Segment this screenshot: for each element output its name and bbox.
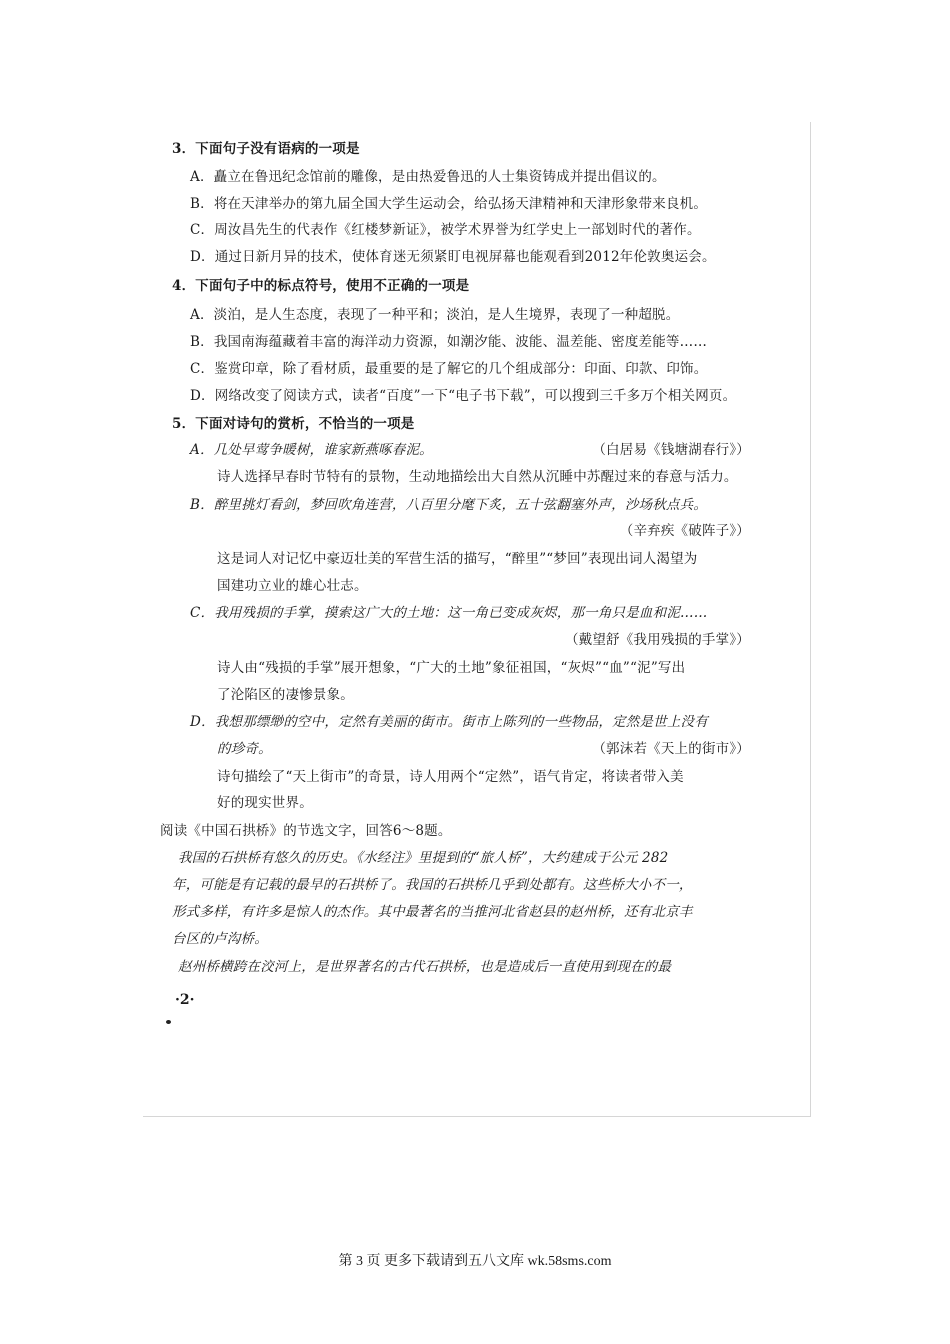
question-5-option-d-note-2: 好的现实世界。 (217, 795, 313, 811)
question-5-option-b-note-2: 国建功立业的雄心壮志。 (217, 578, 368, 594)
question-3-option-a: A．矗立在鲁迅纪念馆前的雕像，是由热爱鲁迅的人士集资铸成并提出倡议的。 (190, 169, 666, 185)
question-5-option-d-note-1: 诗句描绘了“天上街市”的奇景，诗人用两个“定然”，语气肯定，将读者带入美 (217, 769, 684, 785)
question-3-option-d: D．通过日新月异的技术，使体育迷无须紧盯电视屏幕也能观看到2012年伦敦奥运会。 (190, 249, 716, 265)
question-3-option-b: B．将在天津举办的第九届全国大学生运动会，给弘扬天津精神和天津形象带来良机。 (190, 196, 708, 212)
question-5-option-c-note-2: 了沦陷区的凄惨景象。 (217, 687, 354, 703)
question-5-option-c-note-1: 诗人由“残损的手掌”展开想象，“广大的土地”象征祖国，“灰烬”“血”“泥”写出 (217, 660, 686, 676)
question-5-option-b-poem: B．醉里挑灯看剑，梦回吹角连营，八百里分麾下炙，五十弦翻塞外声，沙场秋点兵。 (190, 497, 708, 513)
passage-paragraph-1-line-3: 形式多样，有许多是惊人的杰作。其中最著名的当推河北省赵县的赵州桥，还有北京丰 (172, 904, 693, 920)
question-4-option-b: B．我国南海蕴藏着丰富的海洋动力资源，如潮汐能、波能、温差能、密度差能等…… (190, 334, 708, 350)
question-4-option-d: D．网络改变了阅读方式，读者“百度”一下“电子书下载”，可以搜到三千多万个相关网页。 (190, 388, 737, 404)
question-3-option-c: C．周汝昌先生的代表作《红楼梦新证》，被学术界誉为红学史上一部划时代的著作。 (190, 222, 701, 238)
question-5-option-d-poem-1: D．我想那缥缈的空中，定然有美丽的街市。街市上陈列的一些物品，定然是世上没有 (190, 714, 708, 730)
question-5-option-d-source: （郭沫若《天上的街市》） (592, 741, 750, 757)
footer (0, 1250, 950, 1270)
question-5-stem: 5．下面对诗句的赏析，不恰当的一项是 (172, 416, 415, 432)
question-4-option-c: C．鉴赏印章，除了看材质，最重要的是了解它的几个组成部分：印面、印款、印饰。 (190, 361, 708, 377)
passage-paragraph-1-line-1: 我国的石拱桥有悠久的历史。《水经注》里提到的“旅人桥”，大约建成于公元 282 (178, 850, 669, 866)
question-5-option-d-poem-2: 的珍奇。 (217, 741, 272, 757)
question-3-stem: 3．下面句子没有语病的一项是 (172, 141, 360, 157)
question-5-option-c-poem: C．我用残损的手掌，摸索这广大的土地：这一角已变成灰烬，那一角只是血和泥…… (190, 605, 708, 621)
passage-paragraph-2-line-1: 赵州桥横跨在洨河上，是世界著名的古代石拱桥，也是造成后一直使用到现在的最 (178, 959, 672, 975)
question-4-stem: 4．下面句子中的标点符号，使用不正确的一项是 (172, 278, 470, 294)
question-4-option-a: A．淡泊，是人生态度，表现了一种平和；淡泊，是人生境界，表现了一种超脱。 (190, 307, 680, 323)
question-5-option-a-poem: A．几处早莺争暖树，谁家新燕啄春泥。 (190, 442, 433, 458)
reading-intro: 阅读《中国石拱桥》的节选文字，回答6～8题。 (160, 823, 452, 839)
page-number: ·2· (175, 992, 195, 1008)
passage-paragraph-1-line-2: 年，可能是有记载的最早的石拱桥了。我国的石拱桥几乎到处都有。这些桥大小不一， (172, 877, 693, 893)
question-5-option-a-source: （白居易《钱塘湖春行》） (592, 442, 750, 458)
question-5-option-b-note-1: 这是词人对记忆中豪迈壮美的军营生活的描写，“醉里”“梦回”表现出词人渴望为 (217, 551, 698, 567)
question-5-option-a-note: 诗人选择早春时节特有的景物，生动地描绘出大自然从沉睡中苏醒过来的春意与活力。 (217, 469, 738, 485)
scan-speck (166, 1020, 171, 1024)
question-5-option-b-source: （辛弃疾《破阵子》） (619, 523, 750, 539)
footer-text: 第 3 页 更多下载请到五八文库 wk.58sms.com (338, 1254, 612, 1269)
passage-paragraph-1-line-4: 台区的卢沟桥。 (172, 931, 268, 947)
question-5-option-c-source: （戴望舒《我用残损的手掌》） (564, 632, 750, 648)
